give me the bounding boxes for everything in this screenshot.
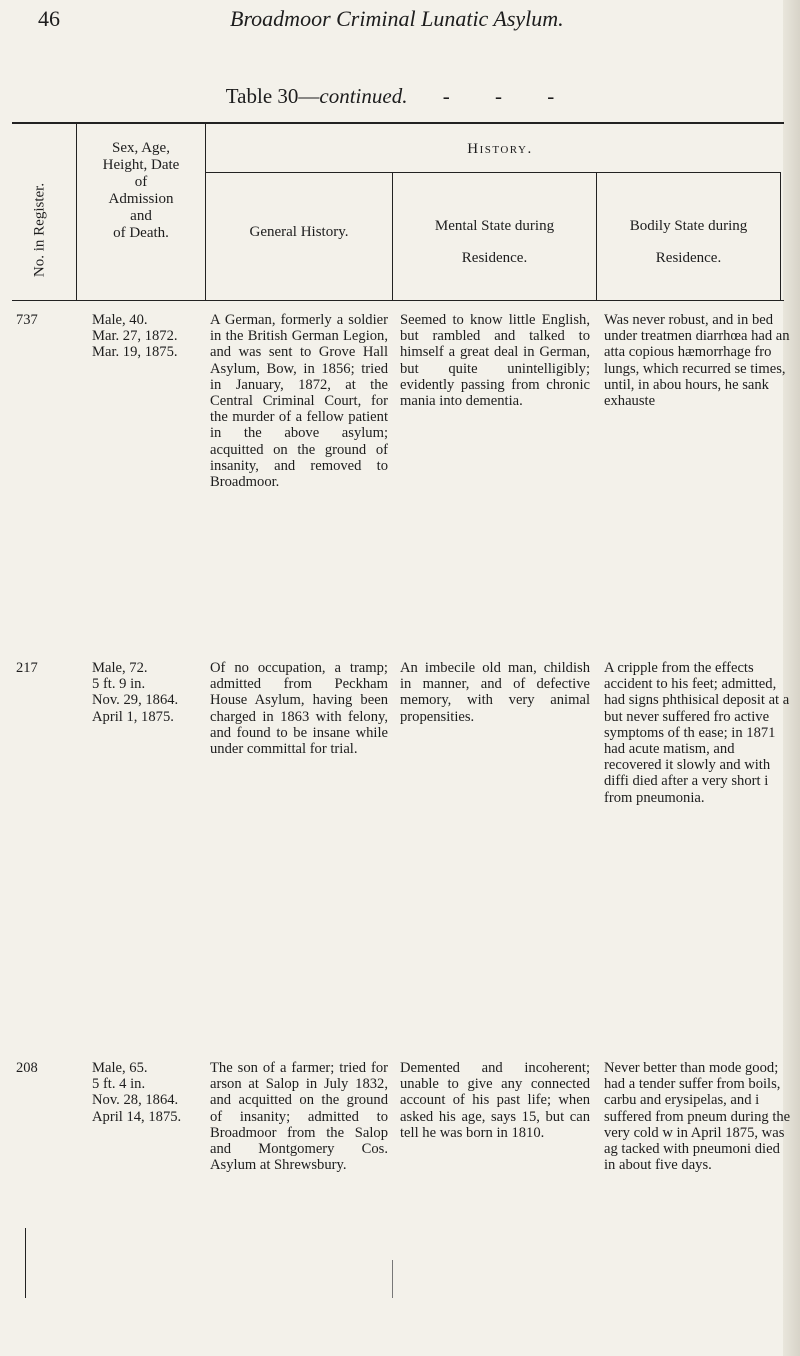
row-2-mental-state: An imbecile old man, childish in manner, and of defective memory, with very animal propensities. (400, 660, 590, 725)
row-1-bodily-state: Was never robust, and in bed under treatmen diarrhœa had an atta copious hæmorrhage fro lungs, which recurred se times, until, in abou hours, he sank exhauste (604, 312, 790, 410)
row-2-sex-age: Male, 72. 5 ft. 9 in. Nov. 29, 1864. April 1, 1875. (92, 660, 179, 725)
header-no-in-register: No. in Register. (31, 182, 48, 278)
col-rule-5 (780, 172, 781, 300)
col-rule-2 (205, 122, 206, 300)
body-rule-mid (392, 1260, 393, 1298)
table-title (0, 84, 800, 109)
header-mental-state: Mental State during Residence. (434, 218, 555, 266)
running-head: Broadmoor Criminal Lunatic Asylum. (230, 6, 564, 31)
row-3-general-history: The son of a farmer; tried for arson at Salop in July 1832, and acquitted on the ground of insanity; admitted to Broadmoor from the Salop and Montgomery Cos. Asylum at Shrewsbury. (210, 1060, 388, 1174)
header-bodily-state: Bodily State during Residence. (629, 218, 748, 266)
row-2-general-history: Of no occupation, a tramp; admitted from Peckham House Asylum, having been charged in 1863 with felony, and found to be insane while under committal for trial. (210, 660, 388, 758)
col-rule-1 (76, 122, 77, 300)
table-title-main: Table 30— (225, 84, 320, 108)
table-title-continued: continued. (319, 84, 408, 108)
table-title-dashes: - - - (442, 84, 575, 108)
row-1-mental-state: Seemed to know little English, but rambled and talked to himself a great deal in German, but quite unintelligibly; evidently passing from chronic mania into dementia. (400, 312, 590, 410)
header-history: History. (467, 141, 533, 157)
header-sex-age: Sex, Age, Height, Date of Admission and of Death. (102, 140, 180, 241)
row-1-general-history: A German, formerly a soldier in the British German Legion, and was sent to Grove Hall Asylum, Bow, in 1856; tried in January, 1872, at the Central Criminal Court, for the murder of a fellow patient in the above asylum; acquitted on the ground of insanity, and removed to Broadmoor. (210, 312, 388, 491)
row-3-bodily-state: Never better than mode good; had a tender suffer from boils, carbu and erysipelas, and i suffered from pneum during the very cold w in April 1875, was ag tacked with pneumoni died in about five days. (604, 1060, 791, 1174)
row-3-sex-age: Male, 65. 5 ft. 4 in. Nov. 28, 1864. April 14, 1875. (92, 1060, 182, 1125)
row-1-sex-age: Male, 40. Mar. 27, 1872. Mar. 19, 1875. (92, 312, 178, 361)
row-3-number: 208 (16, 1060, 38, 1076)
row-3-bodily-state-wrap (604, 1060, 791, 1182)
row-2-number: 217 (16, 660, 38, 676)
row-1-number: 737 (16, 312, 38, 328)
body-rule-left (25, 1228, 26, 1298)
history-sub-rule (205, 172, 780, 173)
row-2-bodily-state: A cripple from the effects accident to his feet; admitted, had signs phthisical deposit at a but never suffered fro active symptoms of th ease; in 1871 had acute matism, and recovered it slowly and with diffi died after a very short i from pneumonia. (604, 660, 790, 806)
row-1-bodily-state-wrap (604, 312, 790, 410)
header-bottom-rule (12, 300, 784, 301)
table-top-rule (12, 122, 784, 124)
page-number: 46 (38, 6, 60, 31)
row-2-bodily-state-wrap (604, 660, 790, 806)
header-general-history: General History. (249, 224, 349, 240)
row-3-mental-state: Demented and incoherent; unable to give any connected account of his past life; when asked his age, says 15, but can tell he was born in 1810. (400, 1060, 590, 1141)
